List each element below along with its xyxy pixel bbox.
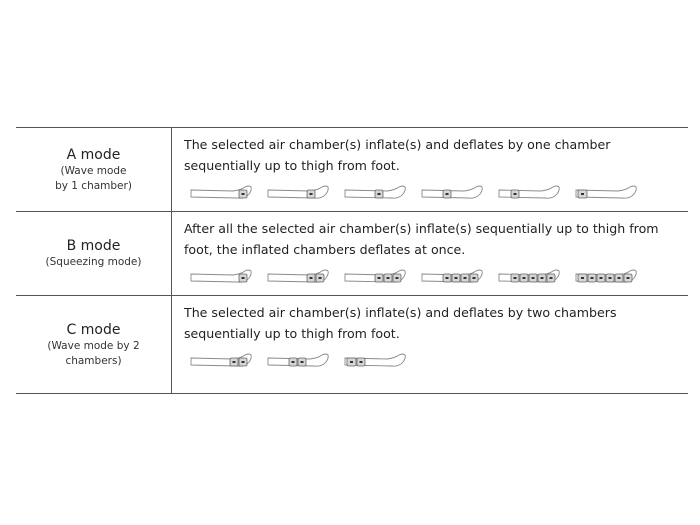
chamber-marker xyxy=(591,277,594,279)
chamber-marker xyxy=(464,277,467,279)
chamber-marker xyxy=(609,277,612,279)
mode-description-cell xyxy=(172,128,689,212)
leg-chamber-icon xyxy=(574,268,638,286)
mode-title: A mode xyxy=(66,146,121,163)
mode-description-cell xyxy=(172,296,689,394)
mode-name-cell xyxy=(16,212,172,296)
mode-subtitle-line: (Squeezing mode) xyxy=(45,256,142,268)
leg-chamber-icon xyxy=(189,352,253,370)
chamber-marker xyxy=(387,277,390,279)
chamber-marker xyxy=(446,277,449,279)
chamber-marker xyxy=(581,277,584,279)
mode-description-cell xyxy=(172,212,689,296)
chamber-marker xyxy=(550,277,553,279)
mode-name-cell xyxy=(16,296,172,394)
chamber-marker xyxy=(455,277,458,279)
leg-chamber-icon xyxy=(189,184,253,202)
leg-chamber-icon xyxy=(343,352,407,370)
mode-description: After all the selected air chamber(s) inflate(s) sequentially up to thigh from foot, the inflated chambers deflates at once. xyxy=(184,221,659,257)
chamber-marker xyxy=(292,361,295,363)
chamber-marker xyxy=(396,277,399,279)
chamber-marker xyxy=(378,277,381,279)
chamber-marker xyxy=(600,277,603,279)
mode-subtitle-line: (Wave mode by 2 xyxy=(47,339,140,352)
mode-row-a xyxy=(16,128,688,212)
mode-title: C mode xyxy=(66,321,121,338)
mode-description: The selected air chamber(s) inflate(s) and deflates by two chambers sequentially up to thigh from foot. xyxy=(184,305,617,341)
leg-diagram-row xyxy=(184,268,688,286)
mode-name-cell xyxy=(16,128,172,212)
mode-subtitle-line: chambers) xyxy=(65,354,122,367)
leg-chamber-icon xyxy=(189,268,253,286)
chamber-marker xyxy=(360,361,363,363)
leg-chamber-icon xyxy=(343,184,407,202)
leg-chamber-icon xyxy=(266,352,330,370)
chamber-marker xyxy=(618,277,621,279)
chamber-marker xyxy=(378,193,381,195)
chamber-marker xyxy=(514,193,517,195)
chamber-marker xyxy=(319,277,322,279)
chamber-marker xyxy=(581,193,584,195)
leg-diagram-row xyxy=(184,352,688,370)
mode-subtitle-line: (Wave mode xyxy=(60,164,127,177)
leg-chamber-icon xyxy=(420,268,484,286)
mode-table xyxy=(16,127,688,394)
chamber-marker xyxy=(541,277,544,279)
chamber-marker xyxy=(301,361,304,363)
chamber-marker xyxy=(350,361,353,363)
leg-diagram-row xyxy=(184,184,688,202)
mode-row-b xyxy=(16,212,688,296)
mode-title: B mode xyxy=(66,238,121,254)
leg-chamber-icon xyxy=(497,184,561,202)
chamber-marker xyxy=(473,277,476,279)
leg-chamber-icon xyxy=(420,184,484,202)
chamber-marker xyxy=(446,193,449,195)
chamber-marker xyxy=(242,193,245,195)
chamber-marker xyxy=(242,361,245,363)
leg-chamber-icon xyxy=(266,184,330,202)
mode-description: The selected air chamber(s) inflate(s) and deflates by one chamber sequentially up to thigh from foot. xyxy=(184,137,611,173)
leg-chamber-icon xyxy=(497,268,561,286)
leg-chamber-icon xyxy=(343,268,407,286)
chamber-marker xyxy=(523,277,526,279)
chamber-marker xyxy=(233,361,236,363)
chamber-marker xyxy=(514,277,517,279)
chamber-marker xyxy=(532,277,535,279)
leg-chamber-icon xyxy=(266,268,330,286)
chamber-marker xyxy=(310,277,313,279)
chamber-marker xyxy=(310,193,313,195)
chamber-marker xyxy=(627,277,630,279)
mode-subtitle-line: by 1 chamber) xyxy=(55,179,132,192)
chamber-marker xyxy=(242,277,245,279)
mode-row-c xyxy=(16,296,688,394)
leg-chamber-icon xyxy=(574,184,638,202)
